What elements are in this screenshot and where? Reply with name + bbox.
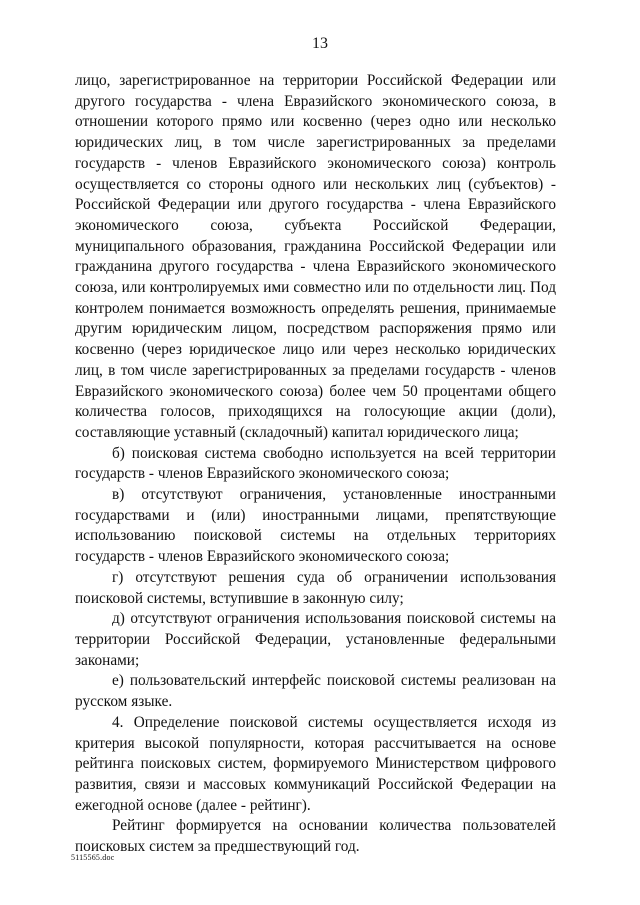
paragraph-item-e: е) пользовательский интерфейс поисковой системы реализован на русском языке.: [75, 672, 556, 711]
paragraph-item-v: в) отсутствуют ограничения, установленные иностранными государствами и (или) иностранными лицами, препятствующие использованию поисковой системы на отдельных территориях государств - членов Евразийского экономического союза;: [75, 486, 556, 566]
paragraph-item-d: д) отсутствуют ограничения использования поисковой системы на территории Российской Федерации, установленные федеральными законами;: [75, 610, 556, 669]
document-body: [75, 71, 556, 858]
paragraph-rating: Рейтинг формируется на основании количества пользователей поисковых систем за предшествующий год.: [75, 817, 556, 856]
paragraph-continuation: лицо, зарегистрированное на территории Российской Федерации или другого государства - члена Евразийского экономического союза, в отношении которого прямо или косвенно (через одно или несколько юридических лиц, в том числе зарегистрированных за пределами государств - членов Евразийского экономического союза) контроль осуществляется со стороны одного или нескольких лиц (субъектов) - Российской Федерации или другого государства - члена Евразийского экономического союза, субъекта Российской Федерации, муниципального образования, гражданина Российской Федерации или гражданина другого государства - члена Евразийского экономического союза, или контролируемых ими совместно или по отдельности лиц. Под контролем понимается возможность определять решения, принимаемые другим юридическим лицом, посредством распоряжения прямо или косвенно (через юридическое лицо или через несколько юридических лиц, в том числе зарегистрированных за пределами государств - членов Евразийского экономического союза) более чем 50 процентами общего количества голосов, приходящихся на голосующие акции (доли), составляющие уставный (складочный) капитал юридического лица;: [75, 72, 556, 441]
page-number: 13: [312, 35, 328, 52]
paragraph-point-4: 4. Определение поисковой системы осуществляется исходя из критерия высокой популярности, которая рассчитывается на основе рейтинга поисковых систем, формируемого Министерством цифрового развития, связи и массовых коммуникаций Российской Федерации на ежегодной основе (далее - рейтинг).: [75, 713, 556, 814]
document-file-name: 5115565.doc: [71, 853, 115, 862]
paragraph-item-b: б) поисковая система свободно используется на всей территории государств - членов Евразийского экономического союза;: [75, 444, 556, 483]
paragraph-item-g: г) отсутствуют решения суда об ограничении использования поисковой системы, вступившие в законную силу;: [75, 568, 556, 607]
